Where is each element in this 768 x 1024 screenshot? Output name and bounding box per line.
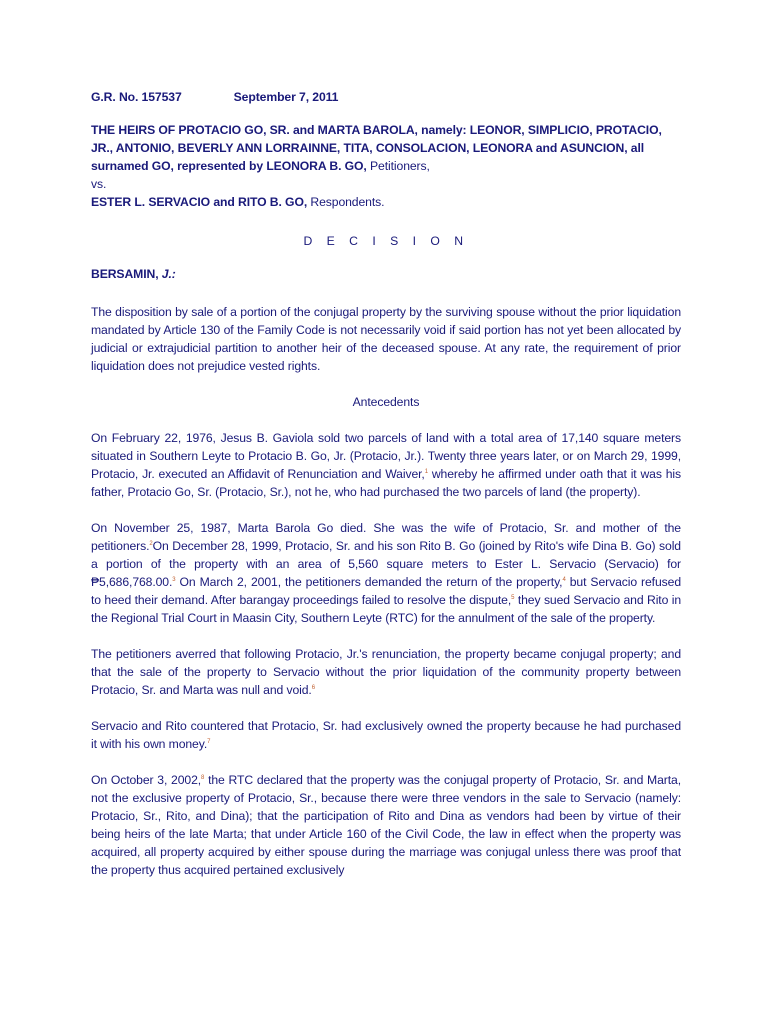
case-date: September 7, 2011 [233,90,339,104]
paragraph-2-text-e: they sued Servacio and Rito in the Regional Trial Court in Maasin City, Southern Leyte (RTC) for the annulment of the sale of the property. [91,593,682,625]
case-number: G.R. No. 157537 [91,90,182,104]
footnote-ref-2[interactable]: 2 [149,540,153,547]
decision-document [91,88,681,897]
respondents-names: ESTER L. SERVACIO and RITO B. GO, [91,195,308,209]
petitioners-names: THE HEIRS OF PROTACIO GO, SR. and MARTA BAROLA, namely: LEONOR, SIMPLICIO, PROTACIO, JR., ANTONIO, BEVERLY ANN LORRAINNE, TITA, CONSOLACION, LEONORA and ASUNCION, all surnamed GO, represented by LEONORA B. GO, [91,123,662,173]
case-header [91,88,681,106]
paragraph-2-text-a: On November 25, 1987, Marta Barola Go died. She was the wife of Protacio, Sr. and mother of the petitioners. [91,521,681,553]
paragraph-2-text-d: but Servacio refused to heed their demand. After barangay proceedings failed to resolve the dispute, [91,575,681,607]
paragraph-5-text-a: On October 3, 2002, [91,773,202,787]
paragraph-4 [91,717,681,753]
section-heading: Antecedents [352,395,420,409]
paragraph-1 [91,429,681,501]
paragraph-1-text-b: whereby he affirmed under oath that it was his father, Protacio Go, Sr. (Protacio, Sr.), not he, who had purchased the two parcels of land (the property). [91,467,681,499]
footnote-ref-4[interactable]: 4 [562,576,566,583]
footnote-ref-6[interactable]: 6 [311,684,315,691]
paragraph-2 [91,519,681,627]
ponente [91,265,681,283]
footnote-ref-8[interactable]: 8 [201,774,205,781]
paragraph-5-text-b: the RTC declared that the property was the conjugal property of Protacio, Sr. and Marta, not the exclusive property of Protacio, Sr., because there were three vendors in the sale to Servacio (namely: Protacio, Sr., Rito, and Dina); that the participation of Rito and Dina as vendors had been by virtue of their being heirs of the late Marta; that under Article 160 of the Civil Code, the law in effect when the property was acquired, all property acquired by either spouse during the marriage was conjugal unless there was proof that the property thus acquired pertained exclusively [91,773,681,877]
ponente-name: BERSAMIN, [91,267,162,281]
versus-label: vs. [91,177,107,191]
paragraph-3 [91,645,681,699]
paragraph-4-text-a: Servacio and Rito countered that Protacio, Sr. had exclusively owned the property because he had purchased it with his own money. [91,719,681,751]
footnote-ref-3[interactable]: 3 [172,576,176,583]
respondents-label: Respondents. [307,195,385,209]
paragraph-5 [91,771,681,879]
respondents-caption [91,193,681,211]
petitioners-caption [91,121,681,175]
intro-paragraph: The disposition by sale of a portion of the conjugal property by the surviving spouse without the prior liquidation mandated by Article 130 of the Family Code is not necessarily void if said portion has not yet been allocated by judicial or extrajudicial partition to another heir of the deceased spouse. At any rate, the requirement of prior liquidation does not prejudice vested rights. [91,305,681,373]
petitioners-label: Petitioners, [366,159,430,173]
footnote-ref-1[interactable]: 1 [424,468,428,475]
ponente-title: J.: [161,267,176,281]
decision-title: D E C I S I O N [303,234,469,248]
paragraph-2-text-c: On March 2, 2001, the petitioners demanded the return of the property, [175,575,563,589]
paragraph-1-text-a: On February 22, 1976, Jesus B. Gaviola sold two parcels of land with a total area of 17,140 square meters situated in Southern Leyte to Protacio B. Go, Jr. (Protacio, Jr.). Twenty three years later, or on March 29, 1999, Protacio, Jr. executed an Affidavit of Renunciation and Waiver, [91,431,681,481]
paragraph-3-text-a: The petitioners averred that following Protacio, Jr.'s renunciation, the property became conjugal property; and that the sale of the property to Servacio without the prior liquidation of the community property between Protacio, Sr. and Marta was null and void. [91,647,681,697]
footnote-ref-7[interactable]: 7 [207,738,211,745]
footnote-ref-5[interactable]: 5 [511,594,515,601]
paragraph-2-text-b: On December 28, 1999, Protacio, Sr. and his son Rito B. Go (joined by Rito's wife Dina B. Go) sold a portion of the property with an area of 5,560 square meters to Ester L. Servacio (Servacio) for ₱5,686,768.00. [91,539,681,589]
